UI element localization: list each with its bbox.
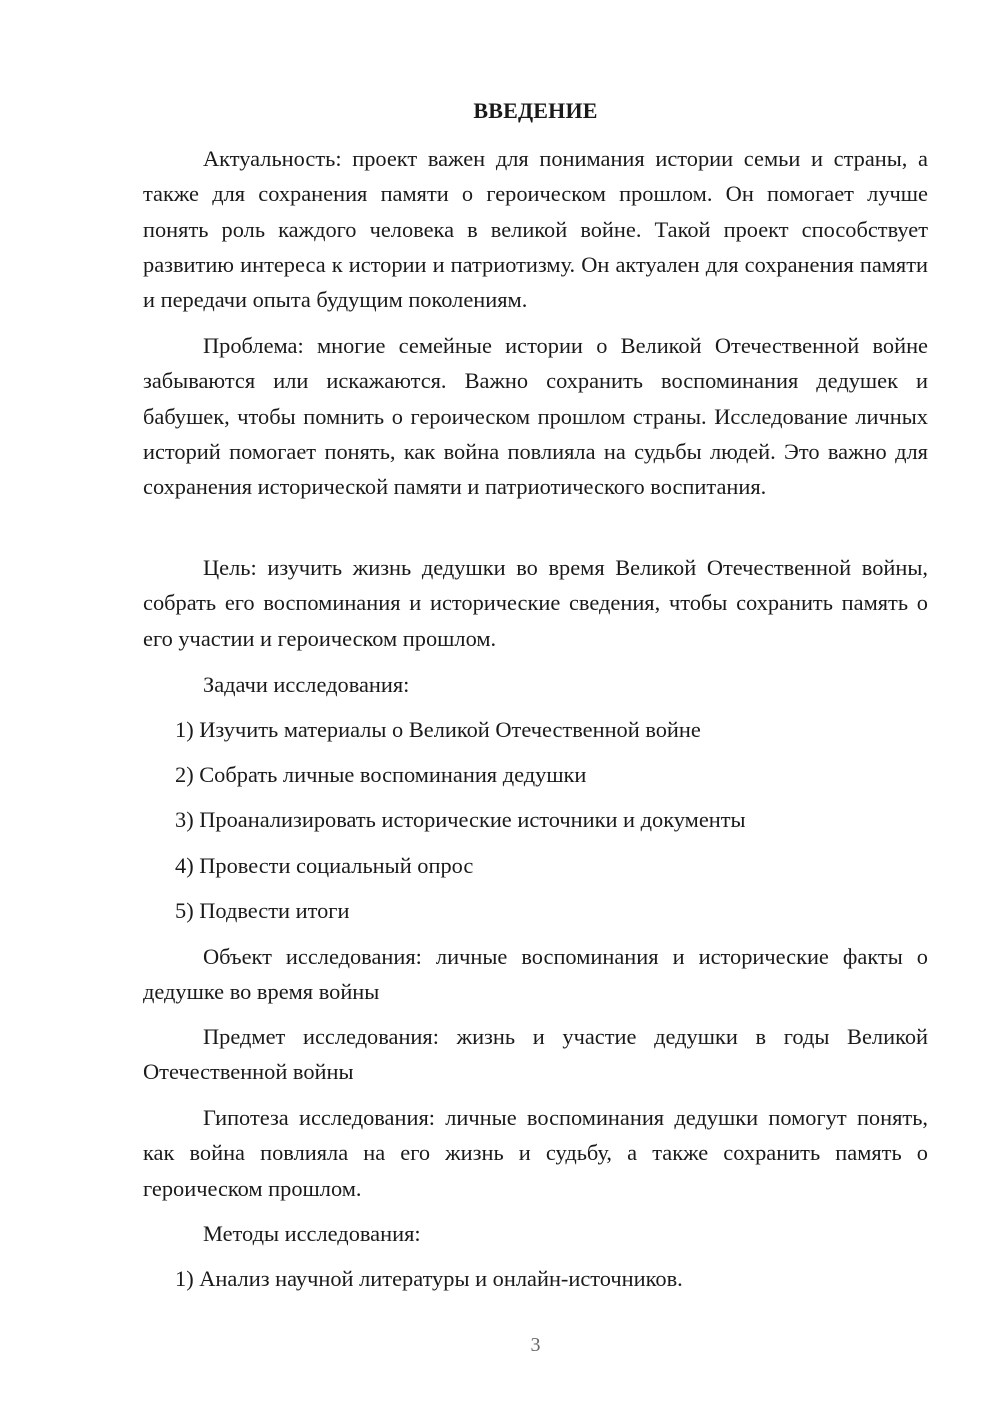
- object-paragraph: Объект исследования: личные воспоминания и исторические факты о дедушке во время войны: [143, 944, 928, 1005]
- document-page: [143, 0, 928, 1414]
- task-item-3: 3) Проанализировать исторические источники и документы: [175, 807, 746, 832]
- hypothesis-paragraph: Гипотеза исследования: личные воспоминания дедушки помогут понять, как война повлияла на его жизнь и судьбу, а также сохранить память о героическом прошлом.: [143, 1105, 928, 1201]
- task-item-4: 4) Провести социальный опрос: [175, 853, 474, 878]
- task-item-1: 1) Изучить материалы о Великой Отечественной войне: [175, 717, 701, 742]
- problem-paragraph: Проблема: многие семейные истории о Великой Отечественной войне забываются или искажаются. Важно сохранить воспоминания дедушек и бабушек, чтобы помнить о героическом прошлом страны. Исследование личных историй помогает понять, как война повлияла на судьбы людей. Это важно для сохранения исторической памяти и патриотического воспитания.: [143, 333, 928, 500]
- tasks-title: Задачи исследования:: [203, 672, 410, 697]
- section-heading: ВВЕДЕНИЕ: [473, 98, 598, 123]
- task-item-2: 2) Собрать личные воспоминания дедушки: [175, 762, 587, 787]
- relevance-paragraph: Актуальность: проект важен для понимания истории семьи и страны, а также для сохранения памяти о героическом прошлом. Он помогает лучше понять роль каждого человека в великой войне. Такой проект способствует развитию интереса к истории и патриотизму. Он актуален для сохранения памяти и передачи опыта будущим поколениям.: [143, 146, 928, 313]
- method-item-1: 1) Анализ научной литературы и онлайн-источников.: [175, 1266, 683, 1291]
- task-item-5: 5) Подвести итоги: [175, 898, 350, 923]
- page-number: 3: [530, 1334, 541, 1356]
- subject-paragraph: Предмет исследования: жизнь и участие дедушки в годы Великой Отечественной войны: [143, 1024, 928, 1085]
- methods-title: Методы исследования:: [203, 1221, 421, 1246]
- goal-paragraph: Цель: изучить жизнь дедушки во время Великой Отечественной войны, собрать его воспоминания и исторические сведения, чтобы сохранить память о его участии и героическом прошлом.: [143, 555, 928, 651]
